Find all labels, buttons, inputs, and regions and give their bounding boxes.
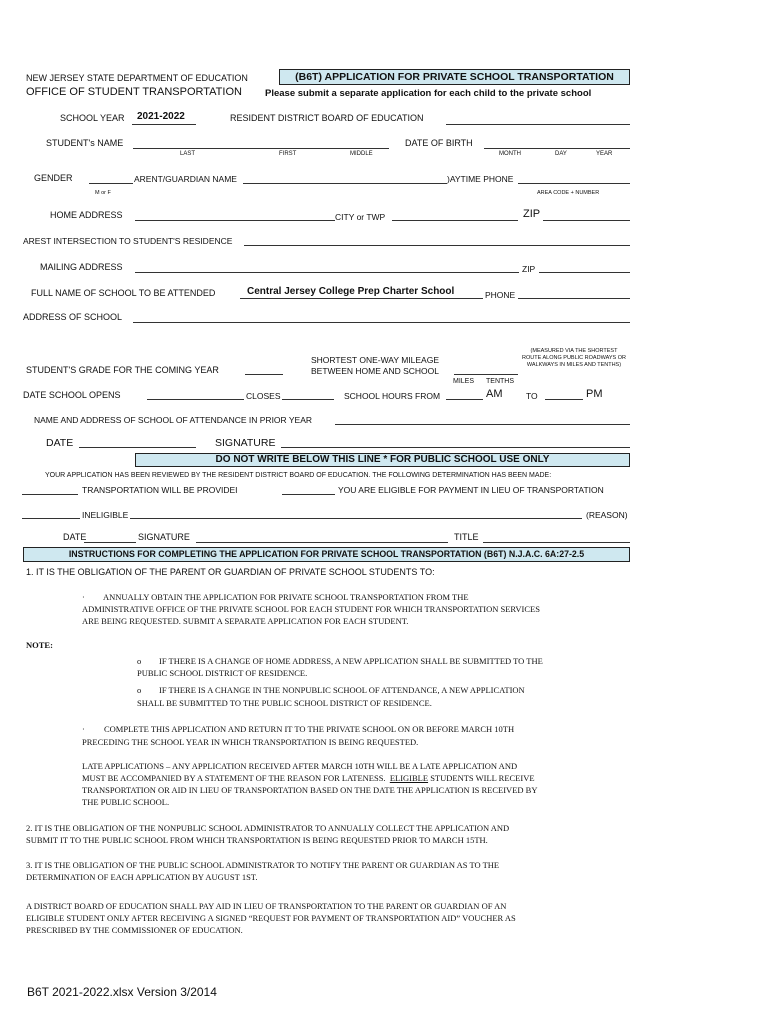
office-name: OFFICE OF STUDENT TRANSPORTATION bbox=[26, 86, 242, 98]
public-use-banner: DO NOT WRITE BELOW THIS LINE * FOR PUBLIC SCHOOL USE ONLY bbox=[135, 453, 630, 467]
mailing-address-label: MAILING ADDRESS bbox=[40, 262, 123, 272]
dept-name: NEW JERSEY STATE DEPARTMENT OF EDUCATION bbox=[26, 73, 248, 83]
late-line-1: LATE APPLICATIONS – ANY APPLICATION RECEIVED AFTER MARCH 10TH WILL BE A LATE APPLICATION AND bbox=[82, 761, 518, 771]
intersection-field[interactable] bbox=[244, 245, 630, 246]
prior-school-label: NAME AND ADDRESS OF SCHOOL OF ATTENDANCE IN PRIOR YEAR bbox=[34, 415, 313, 425]
instruction-item-3-line-1: 3. IT IS THE OBLIGATION OF THE PUBLIC SCHOOL ADMINISTRATOR TO NOTIFY THE PARENT OR GUARDIAN AS TO THE bbox=[26, 860, 500, 870]
home-address-field[interactable] bbox=[135, 220, 335, 221]
zip-field[interactable] bbox=[543, 220, 630, 221]
parent-name-label: ARENT/GUARDIAN NAME bbox=[134, 174, 237, 184]
official-signature-field[interactable] bbox=[196, 542, 448, 543]
hours-from-field[interactable] bbox=[446, 399, 483, 400]
official-title-field[interactable] bbox=[483, 542, 630, 543]
note-label: NOTE: bbox=[26, 640, 53, 650]
resident-district-field[interactable] bbox=[446, 124, 630, 125]
prior-school-field[interactable] bbox=[335, 424, 630, 425]
mileage-note: (MEASURED VIA THE SHORTEST ROUTE ALONG PUBLIC ROADWAYS OR WALKWAYS IN MILES AND TENTHS) bbox=[522, 348, 626, 368]
date-opens-field[interactable] bbox=[147, 399, 244, 400]
late-line-2-post: STUDENTS WILL RECEIVE bbox=[428, 773, 535, 783]
to-label: TO bbox=[526, 391, 538, 401]
dob-field[interactable] bbox=[484, 148, 630, 149]
school-name-line[interactable] bbox=[240, 298, 483, 299]
eligible-payment-check[interactable] bbox=[282, 494, 335, 495]
late-line-2 bbox=[82, 773, 535, 785]
school-name-value[interactable]: Central Jersey College Prep Charter School bbox=[247, 286, 455, 297]
name-middle-hint: MIDDLE bbox=[350, 151, 373, 157]
dob-day-hint: DAY bbox=[555, 151, 567, 157]
eligible-underlined: ELIGIBLE bbox=[389, 773, 429, 783]
gender-label: GENDER bbox=[34, 173, 73, 183]
note-2-line-1: IF THERE IS A CHANGE IN THE NONPUBLIC SCHOOL OF ATTENDANCE, A NEW APPLICATION bbox=[159, 685, 525, 695]
resident-district-label: RESIDENT DISTRICT BOARD OF EDUCATION bbox=[230, 113, 424, 123]
parent-name-field[interactable] bbox=[243, 183, 447, 184]
aid-line-3: PRESCRIBED BY THE COMMISSIONER OF EDUCATION. bbox=[26, 925, 243, 935]
name-first-hint: FIRST bbox=[279, 151, 297, 157]
bullet-2-line-1: COMPLETE THIS APPLICATION AND RETURN IT TO THE PRIVATE SCHOOL ON OR BEFORE MARCH 10TH bbox=[104, 724, 515, 734]
phone-label: )AYTIME PHONE bbox=[447, 174, 514, 184]
am-label: AM bbox=[486, 388, 503, 400]
transport-provided-check[interactable] bbox=[22, 494, 78, 495]
closes-field[interactable] bbox=[282, 399, 334, 400]
mileage-field[interactable] bbox=[454, 374, 518, 375]
hours-to-field[interactable] bbox=[545, 399, 583, 400]
zip-label: ZIP bbox=[523, 208, 541, 220]
reviewed-text: YOUR APPLICATION HAS BEEN REVIEWED BY THE RESIDENT DISTRICT BOARD OF EDUCATION. THE FOLLOWING DETERMINATION HAS BEEN MADE: bbox=[45, 472, 552, 479]
miles-label: MILES bbox=[453, 378, 475, 385]
gender-hint: M or F bbox=[95, 190, 111, 196]
city-label: CITY or TWP bbox=[335, 212, 386, 222]
phone-hint: AREA CODE + NUMBER bbox=[537, 190, 600, 196]
mileage-label-2: BETWEEN HOME AND SCHOOL bbox=[311, 366, 439, 376]
form-title: (B6T) APPLICATION FOR PRIVATE SCHOOL TRANSPORTATION bbox=[279, 69, 630, 85]
dob-year-hint: YEAR bbox=[596, 151, 613, 157]
home-address-label: HOME ADDRESS bbox=[50, 210, 123, 220]
gender-field[interactable] bbox=[89, 183, 133, 184]
student-name-field[interactable] bbox=[133, 148, 389, 149]
instruction-item-3-line-2: DETERMINATION OF EACH APPLICATION BY AUGUST 1ST. bbox=[26, 872, 258, 882]
ineligible-reason-field[interactable] bbox=[130, 518, 582, 519]
bullet-2-line-2: PRECEDING THE SCHOOL YEAR IN WHICH TRANSPORTATION IS BEING REQUESTED. bbox=[82, 737, 419, 747]
aid-line-1: A DISTRICT BOARD OF EDUCATION SHALL PAY AID IN LIEU OF TRANSPORTATION TO THE PARENT OR GUARDIAN OF AN bbox=[26, 901, 507, 911]
school-address-field[interactable] bbox=[133, 322, 630, 323]
instructions-banner: INSTRUCTIONS FOR COMPLETING THE APPLICATION FOR PRIVATE SCHOOL TRANSPORTATION (B6T) N.J.A.C. 6A:27-2.5 bbox=[23, 547, 630, 562]
phone-field[interactable] bbox=[518, 183, 630, 184]
school-year-value[interactable]: 2021-2022 bbox=[137, 111, 185, 122]
bullet-2-mark: · bbox=[82, 724, 85, 734]
hours-from-label: SCHOOL HOURS FROM bbox=[344, 391, 441, 401]
bullet-1-line-1: ANNUALLY OBTAIN THE APPLICATION FOR PRIVATE SCHOOL TRANSPORTATION FROM THE bbox=[103, 592, 469, 602]
note-2-line-2: SHALL BE SUBMITTED TO THE PUBLIC SCHOOL DISTRICT OF RESIDENCE. bbox=[137, 698, 432, 708]
note-1-line-2: PUBLIC SCHOOL DISTRICT OF RESIDENCE. bbox=[137, 668, 308, 678]
instruction-item-2-line-1: 2. IT IS THE OBLIGATION OF THE NONPUBLIC SCHOOL ADMINISTRATOR TO ANNUALLY COLLECT THE APPLICATION AND bbox=[26, 823, 510, 833]
mailing-address-field[interactable] bbox=[135, 272, 519, 273]
note-2-mark: o bbox=[137, 685, 142, 695]
footer-version: B6T 2021-2022.xlsx Version 3/2014 bbox=[27, 985, 217, 999]
name-last-hint: LAST bbox=[180, 151, 196, 157]
school-name-label: FULL NAME OF SCHOOL TO BE ATTENDED bbox=[31, 288, 216, 298]
pm-label: PM bbox=[586, 388, 603, 400]
grade-label: STUDENT'S GRADE FOR THE COMING YEAR bbox=[26, 365, 219, 375]
ineligible-check[interactable] bbox=[22, 518, 80, 519]
mailing-zip-field[interactable] bbox=[539, 272, 630, 273]
mailing-zip-label: ZIP bbox=[522, 264, 536, 274]
student-name-label: STUDENT's NAME bbox=[46, 138, 124, 148]
late-line-2-pre: MUST BE ACCOMPANIED BY A STATEMENT OF THE REASON FOR LATENESS. bbox=[82, 773, 390, 783]
school-year-label: SCHOOL YEAR bbox=[60, 113, 125, 123]
ineligible-label: INELIGIBLE bbox=[82, 510, 129, 520]
official-title-label: TITLE bbox=[454, 532, 479, 542]
parent-signature-label: SIGNATURE bbox=[215, 437, 276, 449]
official-signature-label: SIGNATURE bbox=[138, 532, 190, 542]
dob-month-hint: MONTH bbox=[499, 151, 521, 157]
grade-field[interactable] bbox=[245, 374, 283, 375]
instruction-item-2-line-2: SUBMIT IT TO THE PUBLIC SCHOOL FROM WHICH TRANSPORTATION IS BEING REQUESTED PRIOR TO MARCH 15TH. bbox=[26, 835, 488, 845]
school-phone-field[interactable] bbox=[518, 298, 630, 299]
school-address-label: ADDRESS OF SCHOOL bbox=[23, 312, 123, 322]
bullet-1-line-2: ADMINISTRATIVE OFFICE OF THE PRIVATE SCHOOL FOR EACH STUDENT FOR WHICH TRANSPORTATION SERVICES bbox=[82, 604, 540, 614]
city-field[interactable] bbox=[392, 220, 518, 221]
date-opens-label: DATE SCHOOL OPENS bbox=[23, 390, 121, 400]
parent-signature-field[interactable] bbox=[281, 447, 630, 448]
official-date-field[interactable] bbox=[84, 542, 136, 543]
eligible-payment-label: YOU ARE ELIGIBLE FOR PAYMENT IN LIEU OF TRANSPORTATION bbox=[338, 485, 604, 495]
tenths-label: TENTHS bbox=[486, 378, 514, 385]
bullet-1-line-3: ARE BEING REQUESTED. SUBMIT A SEPARATE APPLICATION FOR EACH STUDENT. bbox=[82, 616, 409, 626]
bullet-1-mark: · bbox=[82, 592, 85, 602]
late-line-3: TRANSPORTATION OR AID IN LIEU OF TRANSPORTATION BASED ON THE DATE THE APPLICATION IS RECEIVED BY bbox=[82, 785, 538, 795]
closes-label: CLOSES bbox=[246, 391, 281, 401]
form-subtitle: Please submit a separate application for each child to the private school bbox=[265, 88, 592, 99]
intersection-label: AREST INTERSECTION TO STUDENT'S RESIDENCE bbox=[23, 236, 233, 246]
instruction-item-1: 1. IT IS THE OBLIGATION OF THE PARENT OR GUARDIAN OF PRIVATE SCHOOL STUDENTS TO: bbox=[26, 567, 435, 577]
transport-provided-label: TRANSPORTATION WILL BE PROVIDEI bbox=[82, 485, 238, 495]
parent-date-field[interactable] bbox=[79, 447, 196, 448]
note-1-line-1: IF THERE IS A CHANGE OF HOME ADDRESS, A NEW APPLICATION SHALL BE SUBMITTED TO THE bbox=[159, 656, 543, 666]
mileage-label-1: SHORTEST ONE-WAY MILEAGE bbox=[311, 355, 439, 365]
late-line-4: THE PUBLIC SCHOOL. bbox=[82, 797, 170, 807]
reason-label: (REASON) bbox=[586, 510, 628, 520]
aid-line-2: ELIGIBLE STUDENT ONLY AFTER RECEIVING A SIGNED “REQUEST FOR PAYMENT OF TRANSPORTATION AID” VOUCHER AS bbox=[26, 913, 516, 923]
school-phone-label: PHONE bbox=[485, 290, 516, 300]
school-year-line[interactable] bbox=[132, 124, 196, 125]
parent-date-label: DATE bbox=[46, 437, 74, 449]
dob-label: DATE OF BIRTH bbox=[405, 138, 473, 148]
official-date-label: DATE bbox=[63, 532, 87, 542]
note-1-mark: o bbox=[137, 656, 142, 666]
